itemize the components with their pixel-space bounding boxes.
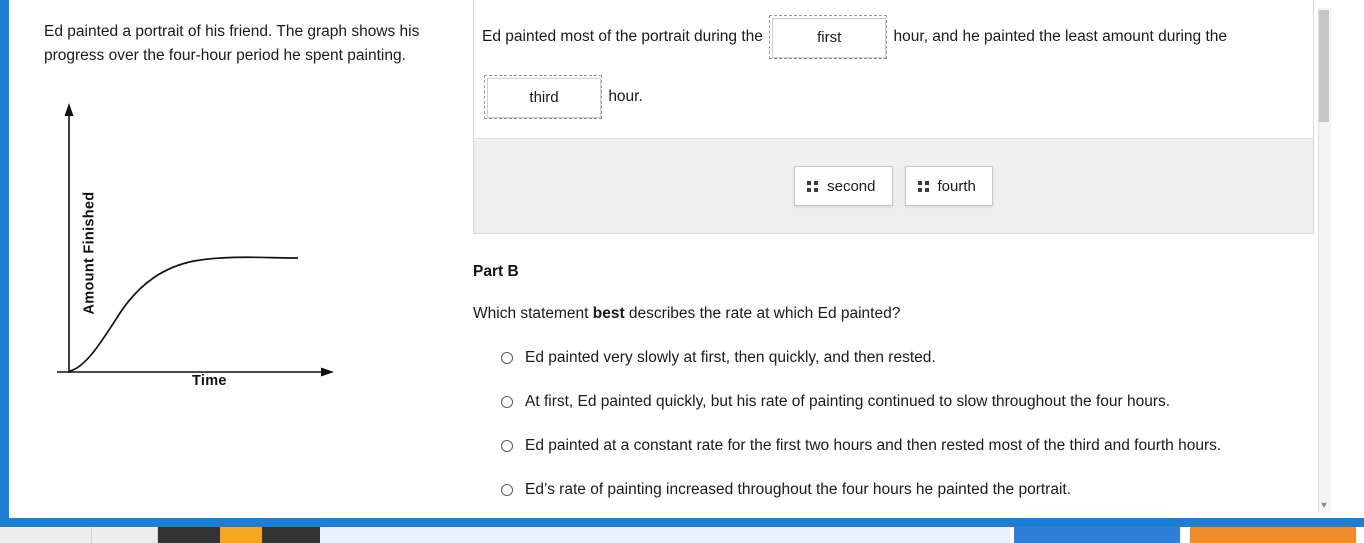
sentence-middle-text: hour, and he painted the least amount during the	[893, 28, 1228, 45]
vertical-scrollbar-thumb[interactable]	[1319, 10, 1329, 122]
answer-token-bank	[474, 139, 1313, 234]
window-frame-left-edge	[0, 0, 9, 523]
graph-y-axis-label: Amount Finished	[81, 191, 98, 315]
question-panel	[473, 0, 1333, 518]
draggable-token-second[interactable]	[794, 166, 892, 206]
strip-segment-2	[92, 527, 158, 543]
strip-button-left[interactable]	[1014, 527, 1180, 543]
strip-segment-1	[0, 527, 92, 543]
sentence-suffix-text: hour.	[608, 88, 643, 105]
choice-option-1[interactable]	[473, 348, 1318, 392]
choice-option-1-label: Ed painted very slowly at first, then quickly, and then rested.	[525, 349, 936, 366]
part-b-prompt-after: describes the rate at which Ed painted?	[624, 305, 901, 322]
part-b-choice-list	[473, 348, 1318, 518]
stimulus-passage: Ed painted a portrait of his friend. The graph shows his progress over the four-hour period he spent painting.	[44, 23, 420, 64]
strip-segment-highlight	[220, 527, 262, 543]
strip-segment-3	[158, 527, 220, 543]
dropzone-first-blank-value[interactable]: first	[772, 18, 886, 58]
draggable-token-fourth[interactable]	[905, 166, 993, 206]
choice-option-2-label: At first, Ed painted quickly, but his rate of painting continued to slow throughout the four hours.	[525, 393, 1171, 410]
choice-option-2[interactable]	[473, 392, 1318, 436]
draggable-token-fourth-label: fourth	[937, 177, 976, 195]
part-a-sentence-area	[474, 0, 1313, 139]
draggable-token-second-label: second	[827, 177, 876, 195]
progress-graph	[44, 95, 384, 415]
part-a-sentence-line-1	[482, 14, 1297, 60]
part-a-dragdrop	[473, 0, 1314, 234]
part-b-prompt	[473, 305, 900, 323]
choice-option-4[interactable]	[473, 480, 1318, 518]
choice-option-4-label: Ed’s rate of painting increased throughout the four hours he painted the portrait.	[525, 481, 1072, 498]
question-page	[9, 0, 1364, 518]
sentence-prefix-text: Ed painted most of the portrait during the	[482, 28, 763, 45]
window-frame-bottom-edge	[0, 517, 1364, 527]
dropzone-first-blank[interactable]	[769, 15, 887, 59]
radio-button-icon[interactable]	[501, 440, 513, 452]
choice-option-3-label: Ed painted at a constant rate for the first two hours and then rested most of the third and fourth hours.	[525, 437, 1222, 454]
dropzone-second-blank-value[interactable]: third	[487, 78, 601, 118]
part-b-prompt-before: Which statement	[473, 305, 593, 322]
radio-button-icon[interactable]	[501, 396, 513, 408]
radio-button-icon[interactable]	[501, 484, 513, 496]
graph-x-axis-label: Time	[192, 373, 227, 389]
part-b-prompt-emphasis: best	[592, 305, 625, 322]
scroll-down-arrow-icon[interactable]: ▼	[1319, 500, 1329, 510]
strip-segment-4	[262, 527, 320, 543]
radio-button-icon[interactable]	[501, 352, 513, 364]
dropzone-second-blank[interactable]	[484, 75, 602, 119]
drag-grip-icon	[807, 181, 818, 192]
part-a-sentence-line-2	[482, 74, 1297, 120]
choice-option-3[interactable]	[473, 436, 1318, 480]
stimulus-panel	[34, 0, 464, 518]
strip-button-right[interactable]	[1190, 527, 1356, 543]
browser-bottom-strip	[0, 527, 1364, 543]
strip-segment-5	[320, 527, 1010, 543]
part-b-title: Part B	[473, 263, 519, 280]
drag-grip-icon	[918, 181, 929, 192]
